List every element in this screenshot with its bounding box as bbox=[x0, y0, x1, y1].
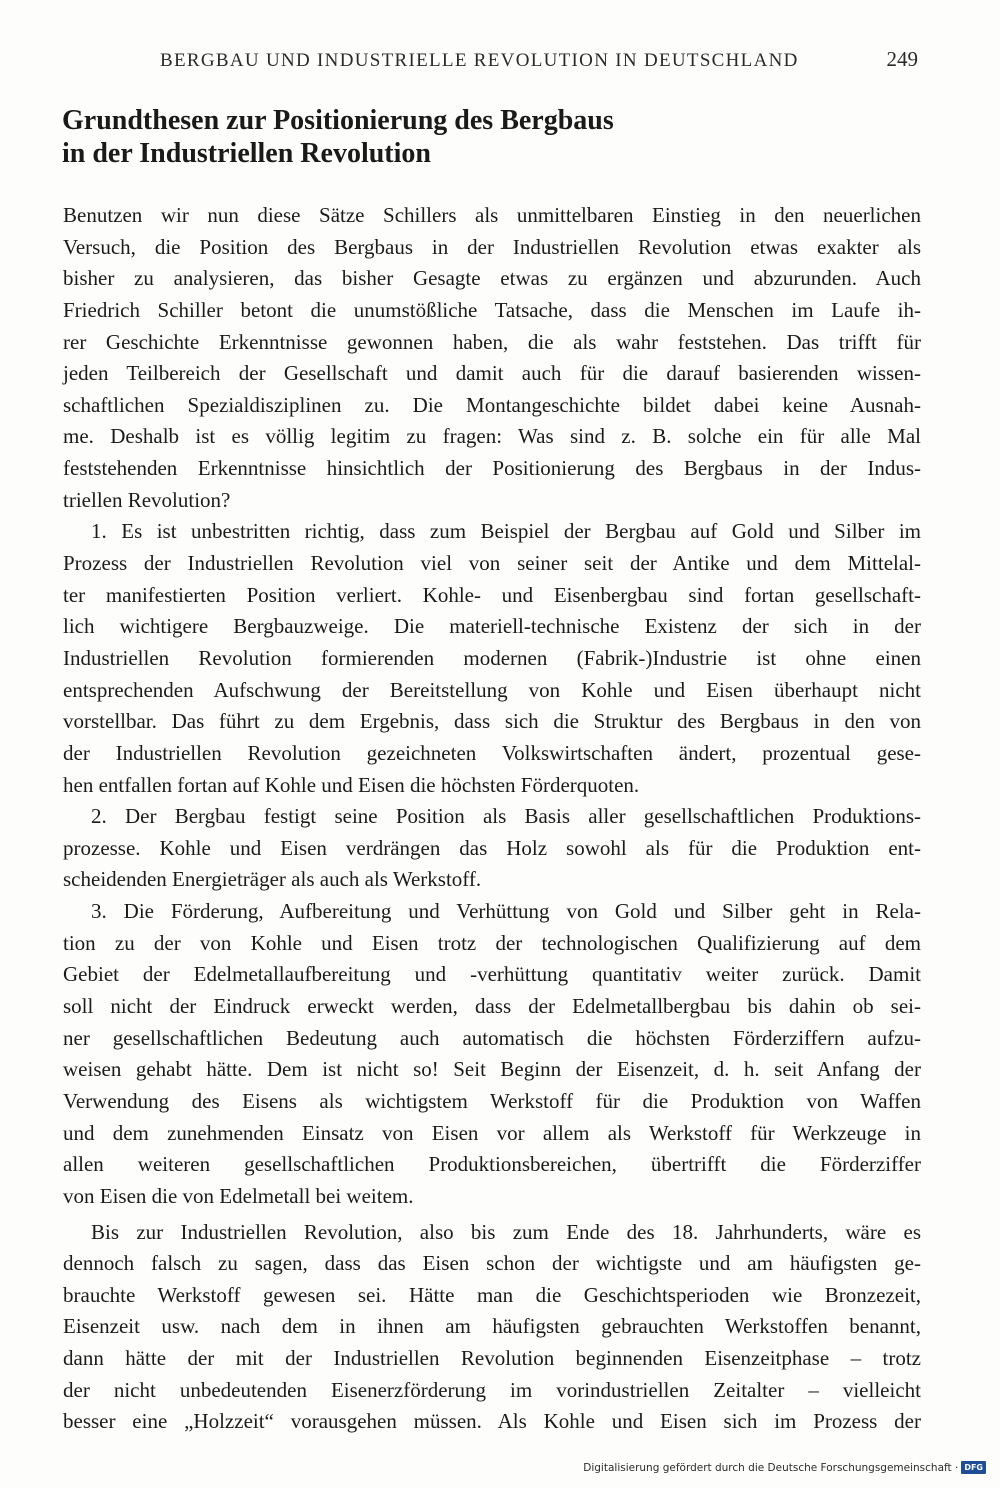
paragraph-thesis-1 bbox=[63, 516, 921, 801]
text-line: 3. Die Förderung, Aufbereitung und Verhüttung von Gold und Silber geht in Rela- bbox=[91, 899, 921, 924]
text-line: brauchte Werkstoff gewesen sei. Hätte man die Geschichtsperioden wie Bronzezeit, bbox=[63, 1282, 921, 1307]
text-line: prozesse. Kohle und Eisen verdrängen das Holz sowohl als für die Produktion ent- bbox=[63, 835, 921, 860]
text-line: dann hätte der mit der Industriellen Revolution beginnenden Eisenzeitphase – trotz bbox=[63, 1346, 921, 1371]
text-line: Verwendung des Eisens als wichtigstem Werkstoff für die Produktion von Waffen bbox=[63, 1088, 921, 1113]
text-line: Prozess der Industriellen Revolution viel von seiner seit der Antike und dem Mittelal- bbox=[63, 551, 921, 576]
text-line: tion zu der von Kohle und Eisen trotz der technologischen Qualifizierung auf dem bbox=[63, 930, 921, 955]
section-heading-line: Grundthesen zur Positionierung des Bergbaus bbox=[62, 105, 614, 136]
credit-text: Digitalisierung gefördert durch die Deutsche Forschungsgemeinschaft · bbox=[583, 1461, 959, 1474]
text-line: feststehenden Erkenntnisse hinsichtlich der Positionierung des Bergbaus in der Indus- bbox=[63, 456, 921, 481]
section-heading-line: in der Industriellen Revolution bbox=[62, 138, 431, 169]
text-line: vorstellbar. Das führt zu dem Ergebnis, dass sich die Struktur des Bergbaus in den von bbox=[63, 709, 921, 734]
text-line: von Eisen die von Edelmetall bei weitem. bbox=[63, 1183, 414, 1208]
text-line: lich wichtigere Bergbauzweige. Die materiell-technische Existenz der sich in der bbox=[63, 614, 921, 639]
page-number: 249 bbox=[886, 47, 918, 71]
paragraph-thesis-2 bbox=[63, 801, 921, 896]
text-line: jeden Teilbereich der Gesellschaft und damit auch für die darauf basierenden wissen- bbox=[63, 361, 921, 386]
text-line: me. Deshalb ist es völlig legitim zu fragen: Was sind z. B. solche ein für alle Mal bbox=[63, 424, 921, 449]
text-line: besser eine „Holzzeit“ vorausgehen müssen. Als Kohle und Eisen sich im Prozess der bbox=[63, 1409, 921, 1434]
text-line: Eisenzeit usw. nach dem in ihnen am häufigsten gebrauchten Werkstoffen benannt, bbox=[63, 1314, 921, 1339]
running-header-title: BERGBAU UND INDUSTRIELLE REVOLUTION IN DEUTSCHLAND bbox=[160, 50, 799, 71]
text-line: ter manifestierten Position verliert. Kohle- und Eisenbergbau sind fortan gesellschaft- bbox=[63, 582, 921, 607]
body-text bbox=[63, 200, 921, 1438]
text-line: triellen Revolution? bbox=[63, 487, 231, 512]
text-line: und dem zunehmenden Einsatz von Eisen vor allem als Werkstoff für Werkzeuge in bbox=[63, 1120, 921, 1145]
text-line: Versuch, die Position des Bergbaus in der Industriellen Revolution etwas exakter als bbox=[63, 234, 921, 259]
text-line: entsprechenden Aufschwung der Bereitstellung von Kohle und Eisen überhaupt nicht bbox=[63, 677, 921, 702]
text-line: hen entfallen fortan auf Kohle und Eisen die höchsten Förderquoten. bbox=[63, 772, 640, 797]
paragraph-intro bbox=[63, 200, 921, 516]
text-line: der nicht unbedeutenden Eisenerzförderung im vorindustriellen Zeitalter – vielleicht bbox=[63, 1377, 921, 1402]
dfg-logo-icon: DFG bbox=[961, 1461, 986, 1474]
text-line: 1. Es ist unbestritten richtig, dass zum Beispiel der Bergbau auf Gold und Silber im bbox=[91, 519, 921, 544]
text-line: Industriellen Revolution formierenden modernen (Fabrik-)Industrie ist ohne einen bbox=[63, 645, 921, 670]
digitization-credit bbox=[583, 1461, 986, 1474]
text-line: Bis zur Industriellen Revolution, also bis zum Ende des 18. Jahrhunderts, wäre es bbox=[91, 1219, 921, 1244]
text-line: allen weiteren gesellschaftlichen Produktionsbereichen, übertrifft die Förderziffer bbox=[63, 1152, 921, 1177]
text-line: Gebiet der Edelmetallaufbereitung und -verhüttung quantitativ weiter zurück. Damit bbox=[63, 962, 921, 987]
text-line: dennoch falsch zu sagen, dass das Eisen schon der wichtigste und am häufigsten ge- bbox=[63, 1251, 921, 1276]
text-line: schaftlichen Spezialdisziplinen zu. Die Montangeschichte bildet dabei keine Ausnah- bbox=[63, 392, 921, 417]
text-line: scheidenden Energieträger als auch als Werkstoff. bbox=[63, 867, 482, 892]
paragraph-iron-age bbox=[63, 1217, 921, 1438]
text-line: rer Geschichte Erkenntnisse gewonnen haben, die als wahr feststehen. Das trifft für bbox=[63, 329, 921, 354]
text-line: der Industriellen Revolution gezeichneten Volkswirtschaften ändert, prozentual gese- bbox=[63, 740, 921, 765]
text-line: bisher zu analysieren, das bisher Gesagte etwas zu ergänzen und abzurunden. Auch bbox=[63, 266, 921, 291]
text-line: weisen gehabt hätte. Dem ist nicht so! Seit Beginn der Eisenzeit, d. h. seit Anfang der bbox=[63, 1057, 921, 1082]
text-line: soll nicht der Eindruck erweckt werden, dass der Edelmetallbergbau bis dahin ob sei- bbox=[63, 994, 921, 1019]
text-line: 2. Der Bergbau festigt seine Position als Basis aller gesellschaftlichen Produktions- bbox=[91, 804, 921, 829]
text-line: Benutzen wir nun diese Sätze Schillers als unmittelbaren Einstieg in den neuerlichen bbox=[63, 203, 921, 227]
text-line: ner gesellschaftlichen Bedeutung auch automatisch die höchsten Förderziffern aufzu- bbox=[63, 1025, 921, 1050]
paragraph-thesis-3 bbox=[63, 896, 921, 1212]
section-heading bbox=[62, 104, 932, 170]
text-line: Friedrich Schiller betont die unumstößliche Tatsache, dass die Menschen im Laufe ih- bbox=[63, 297, 921, 322]
